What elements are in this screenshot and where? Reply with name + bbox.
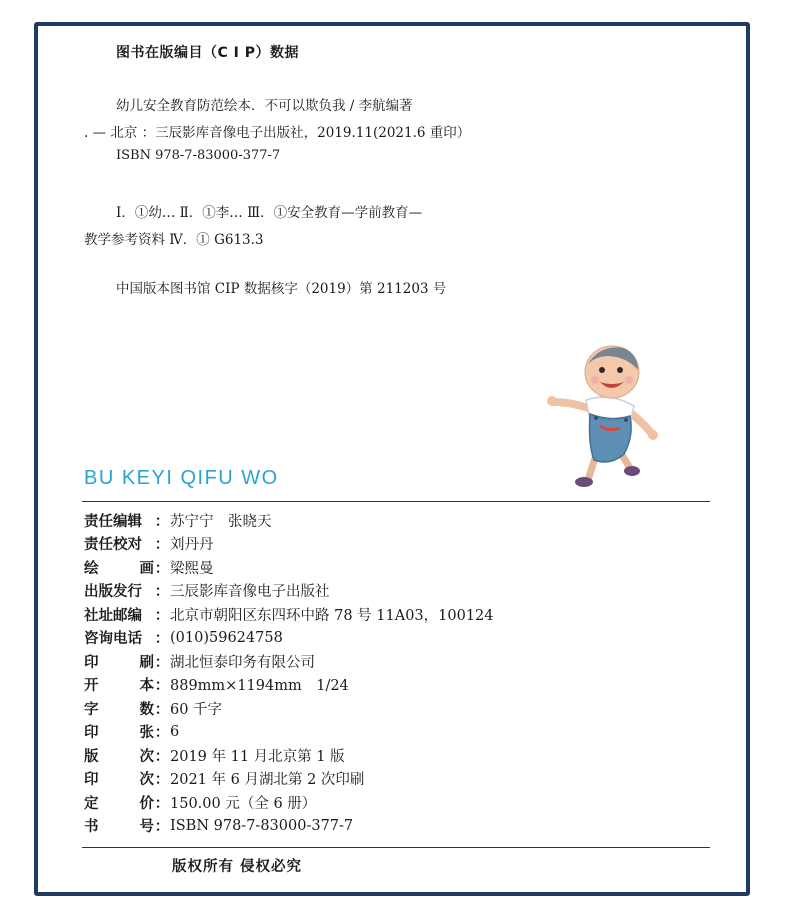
info-label: 印 次: [84, 772, 154, 788]
series-title: BU KEYI QIFU WO: [84, 467, 279, 489]
info-value: 60 千字: [170, 701, 223, 718]
info-label: 书 号: [84, 819, 154, 835]
info-colon: ：: [154, 725, 170, 741]
info-value: ISBN 978-7-83000-377-7: [170, 817, 354, 834]
info-colon: ：: [154, 584, 170, 600]
info-colon: ：: [154, 795, 170, 812]
info-colon: ：: [154, 701, 170, 718]
cip-line-2: . — 北京 ：三辰影库音像电子出版社，2019.11(2021.6 重印）: [84, 125, 471, 141]
copyright-notice: 版权所有 侵权必究: [172, 859, 303, 875]
cip-line-4: Ⅰ．①幼… Ⅱ．①李… Ⅲ．①安全教育—学前教育—: [116, 205, 423, 221]
info-label: 版 次: [84, 748, 154, 765]
info-row: [84, 721, 179, 743]
info-value: 梁熙曼: [170, 560, 214, 577]
info-value: 2021 年 6 月湖北第 2 次印刷: [170, 772, 365, 788]
info-value: 889mm×1194mm 1/24: [170, 678, 349, 694]
info-value: 150.00 元（全 6 册）: [170, 795, 317, 812]
cip-line-5: 教学参考资料 Ⅳ．① G613.3: [84, 232, 264, 248]
info-value: 三辰影库音像电子出版社: [170, 584, 330, 600]
info-row: [84, 627, 283, 649]
info-value: 2019 年 11 月北京第 1 版: [170, 748, 345, 765]
info-label: 责任编辑: [84, 513, 142, 530]
info-colon: ：: [154, 560, 170, 577]
child-illustration: [540, 340, 660, 490]
info-label: 开 本: [84, 678, 154, 694]
info-row: [84, 603, 494, 625]
info-row: [84, 697, 222, 719]
info-label: 定 价: [84, 795, 154, 812]
info-row: [84, 744, 345, 766]
cip-isbn-line: ISBN 978-7-83000-377-7: [116, 148, 281, 163]
info-row: [84, 768, 364, 790]
info-value: 北京市朝阳区东四环中路 78 号 11A03，100124: [170, 607, 494, 624]
info-label: 字 数: [84, 701, 154, 718]
info-colon: ：: [154, 631, 170, 647]
info-label: 出版发行: [84, 584, 142, 600]
info-row: [84, 580, 330, 602]
info-label: 印 张: [84, 725, 154, 741]
info-colon: ：: [154, 607, 170, 624]
info-row: [84, 509, 272, 531]
info-colon: ：: [154, 537, 170, 553]
info-colon: ：: [154, 513, 170, 530]
info-colon: ：: [154, 678, 170, 694]
info-row: [84, 650, 315, 672]
cip-title: 图书在版编目（C I P）数据: [116, 45, 299, 61]
cip-line-1: 幼儿安全教育防范绘本．不可以欺负我 / 李航编著: [116, 98, 413, 114]
info-value: 湖北恒泰印务有限公司: [170, 654, 315, 671]
info-value: (010)59624758: [170, 629, 283, 646]
cip-record-number: 中国版本图书馆 CIP 数据核字（2019）第 211203 号: [116, 281, 447, 297]
info-label: 绘 画: [84, 560, 154, 577]
info-colon: ：: [154, 748, 170, 765]
info-value: 刘丹丹: [170, 537, 214, 553]
info-value: 苏宁宁 张晓天: [170, 513, 272, 530]
divider-top: [82, 501, 710, 502]
info-row: [84, 674, 349, 696]
info-colon: ：: [154, 654, 170, 671]
info-label: 印 刷: [84, 654, 154, 671]
info-label: 社址邮编: [84, 607, 142, 624]
info-colon: ：: [154, 772, 170, 788]
info-colon: ：: [154, 819, 170, 835]
info-row: [84, 533, 214, 555]
info-label: 责任校对: [84, 537, 142, 553]
info-row: [84, 556, 214, 578]
info-row: [84, 815, 353, 837]
info-label: 咨询电话: [84, 631, 142, 647]
info-row: [84, 791, 316, 813]
divider-bottom: [82, 847, 710, 848]
info-value: 6: [170, 723, 180, 740]
